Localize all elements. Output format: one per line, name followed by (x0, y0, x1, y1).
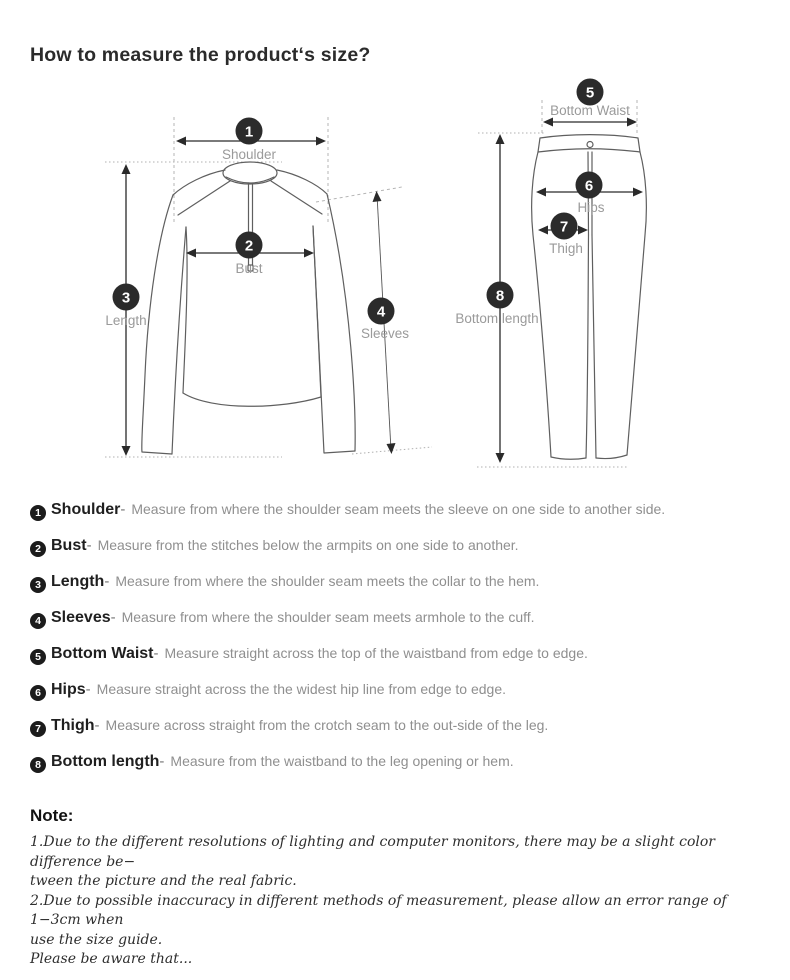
measurement-name: Bust (51, 537, 87, 554)
measurement-description: Measure across straight from the crotch seam to the out-side of the leg. (105, 717, 549, 733)
marker-shoulder (222, 118, 277, 163)
measurement-separator: - (159, 753, 165, 770)
marker-8-number: 8 (495, 287, 505, 305)
measurement-number-badge: 3 (30, 577, 46, 593)
measurement-item-thigh (30, 717, 770, 740)
marker-bottom-length (455, 282, 538, 327)
measurement-number-badge: 2 (30, 541, 46, 557)
measurement-item-shoulder (30, 501, 770, 524)
measurement-name: Bottom length (51, 753, 160, 770)
marker-8-label: Bottom length (455, 311, 539, 326)
measurement-item-length (30, 573, 770, 596)
marker-hips (576, 172, 605, 216)
marker-2-number: 2 (244, 237, 254, 255)
measurement-description: Measure from where the shoulder seam meets armhole to the cuff. (121, 609, 535, 625)
marker-sleeves (361, 298, 409, 342)
measurement-description: Measure straight across the the widest hip line from edge to edge. (96, 681, 507, 697)
measurement-description: Measure straight across the top of the waistband from edge to edge. (164, 645, 588, 661)
note-line: tween the picture and the real fabric. (30, 873, 297, 889)
measurement-number-badge: 5 (30, 649, 46, 665)
marker-3-label: Length (105, 313, 147, 328)
marker-bust (235, 232, 262, 277)
marker-4-label: Sleeves (360, 326, 410, 341)
measurement-description: Measure from where the shoulder seam meets the collar to the hem. (115, 573, 540, 589)
measurement-name: Length (51, 573, 105, 590)
note-heading: Note: (30, 806, 74, 825)
measurement-description: Measure from the stitches below the armpits on one side to another. (97, 537, 519, 553)
page-title: How to measure the product‘s size? (30, 44, 371, 66)
note-line: 1.Due to the different resolutions of lighting and computer monitors, there may be a slight color difference be− (30, 834, 716, 870)
measurement-separator: - (104, 573, 110, 590)
measurement-separator: - (94, 717, 100, 734)
marker-1-number: 1 (244, 123, 254, 141)
measurement-number-badge: 4 (30, 613, 46, 629)
measurement-description: Measure from the waistband to the leg opening or hem. (170, 753, 514, 769)
measurement-item-bust (30, 537, 770, 560)
measurement-separator: - (86, 537, 92, 554)
measurement-item-bottom-waist (30, 645, 770, 668)
bottom-waist-arrow (543, 118, 637, 127)
measurement-item-hips (30, 681, 770, 704)
measurement-number-badge: 1 (30, 505, 46, 521)
measurement-number-badge: 8 (30, 757, 46, 773)
marker-2-label: Bust (235, 261, 263, 276)
marker-3-number: 3 (121, 289, 131, 307)
marker-length (105, 284, 146, 329)
measurement-separator: - (153, 645, 159, 662)
jacket-illustration (142, 162, 355, 454)
marker-thigh (549, 213, 583, 257)
measurement-name: Hips (51, 681, 86, 698)
measurement-separator: - (120, 501, 126, 518)
marker-4-number: 4 (376, 303, 386, 321)
marker-1-label: Shoulder (221, 147, 277, 162)
note-line: use the size guide. (30, 931, 163, 948)
measurement-definitions (30, 501, 770, 789)
measurement-diagram (0, 75, 790, 495)
note-section (30, 806, 765, 970)
measurement-name: Bottom Waist (51, 645, 154, 662)
measurement-description: Measure from where the shoulder seam meets the sleeve on one side to another side. (131, 501, 666, 517)
note-line: 2.Due to possible inaccuracy in different methods of measurement, please allow an error range of 1−3cm when (30, 892, 727, 928)
measurement-number-badge: 6 (30, 685, 46, 701)
measurement-separator: - (85, 681, 91, 698)
marker-7-number: 7 (559, 218, 569, 236)
measurement-separator: - (110, 609, 116, 626)
measurement-item-bottom-length (30, 753, 770, 776)
measurement-number-badge: 7 (30, 721, 46, 737)
marker-5-number: 5 (585, 84, 595, 102)
measurement-name: Shoulder (51, 501, 121, 518)
marker-7-label: Thigh (549, 241, 583, 256)
marker-6-label: Hips (577, 200, 605, 215)
marker-bottom-waist (550, 79, 630, 119)
measurement-name: Thigh (51, 717, 95, 734)
marker-5-label: Bottom Waist (550, 103, 630, 118)
note-line: Please be aware that... (30, 951, 193, 967)
marker-6-number: 6 (584, 177, 594, 195)
measurement-item-sleeves (30, 609, 770, 632)
measurement-name: Sleeves (51, 609, 111, 626)
